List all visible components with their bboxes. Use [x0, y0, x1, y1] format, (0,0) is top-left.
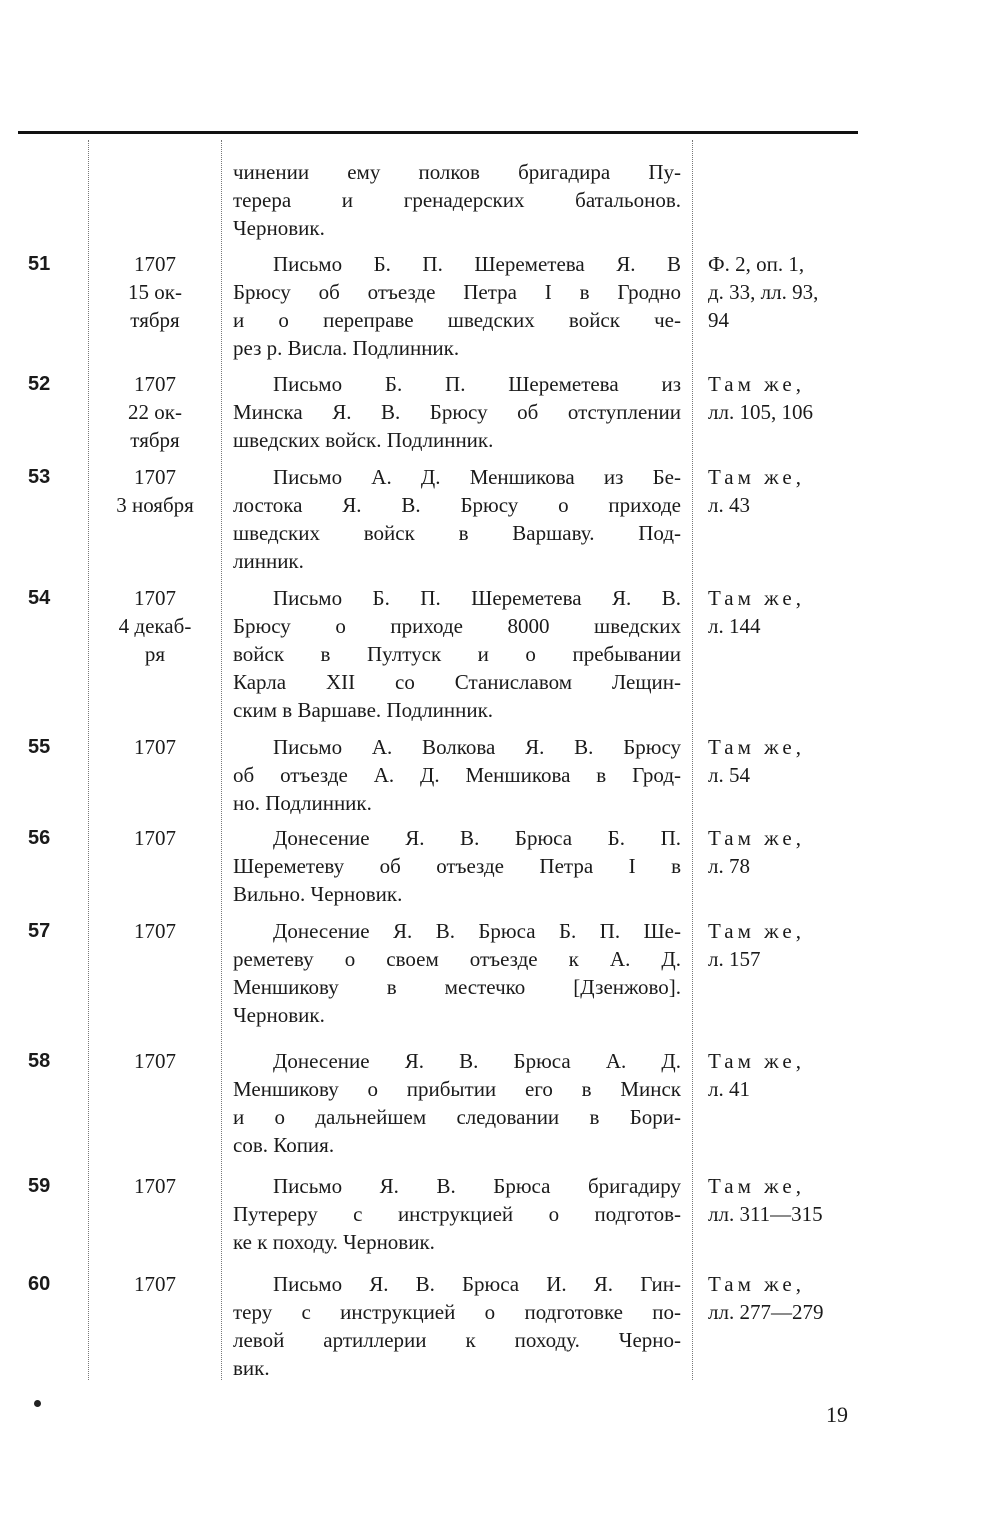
ref-line: лл. 311—315: [708, 1202, 823, 1226]
ref-line: Там же,: [708, 586, 801, 610]
column-divider-2: [221, 140, 223, 1380]
entry-archive-reference: [708, 584, 868, 640]
desc-line: Письмо Б. П. Шереметева из: [273, 372, 681, 396]
entry-date: [92, 917, 218, 945]
desc-line: Брюсу об отъезде Петра I в Гродно: [233, 280, 681, 304]
entry-description: [233, 917, 681, 1029]
entry-archive-reference: [708, 370, 868, 426]
entry-archive-reference: [708, 463, 868, 519]
entry-description: [233, 1172, 681, 1256]
ref-line: лл. 277—279: [708, 1300, 824, 1324]
ref-line: д. 33, лл. 93,: [708, 280, 819, 304]
date-line: 3 ноября: [116, 493, 194, 517]
entry-number: 51: [28, 253, 51, 275]
continuation-description: [233, 158, 681, 242]
desc-line: Письмо Я. В. Брюса И. Я. Гин-: [273, 1272, 681, 1296]
desc-line: линник.: [233, 549, 304, 573]
desc-line: Шереметеву об отъезде Петра I в: [233, 854, 681, 878]
entry-number: 53: [28, 466, 51, 488]
entry-description: [233, 824, 681, 908]
entry-archive-reference: [708, 1172, 868, 1228]
date-line: тября: [130, 428, 180, 452]
desc-line: сов. Копия.: [233, 1133, 335, 1157]
entry-number: 60: [28, 1273, 51, 1295]
entry-number: 52: [28, 373, 51, 395]
desc-line: Донесение Я. В. Брюса Б. П. Ше-: [273, 919, 681, 943]
desc-line: Меншикову о прибытии его в Минск: [233, 1077, 681, 1101]
date-line: 1707: [134, 1174, 176, 1198]
ref-line: л. 41: [708, 1077, 750, 1101]
entry-date: [92, 250, 218, 334]
desc-line: Черновик.: [233, 216, 325, 240]
entry-number: 56: [28, 827, 51, 849]
desc-line: Путереру с инструкцией о подготов-: [233, 1202, 681, 1226]
date-line: 1707: [134, 735, 176, 759]
date-line: 1707: [134, 1049, 176, 1073]
entry-description: [233, 370, 681, 454]
desc-line: ке к походу. Черновик.: [233, 1230, 435, 1254]
entry-date: [92, 1047, 218, 1075]
desc-line: шведских войск в Варшаву. Под-: [233, 521, 681, 545]
ref-line: л. 144: [708, 614, 761, 638]
desc-line: войск в Пултуск и о пребывании: [233, 642, 681, 666]
desc-line: Черновик.: [233, 1003, 325, 1027]
date-line: 1707: [134, 465, 176, 489]
entry-number: 59: [28, 1175, 51, 1197]
desc-line: левой артиллерии к походу. Черно-: [233, 1328, 681, 1352]
date-line: 1707: [134, 252, 176, 276]
desc-line: реметеву о своем отъезде к А. Д.: [233, 947, 681, 971]
ref-line: л. 43: [708, 493, 750, 517]
entry-date: [92, 584, 218, 668]
ref-line: Там же,: [708, 735, 801, 759]
desc-line: Меншикову в местечко [Дзенжово].: [233, 975, 681, 999]
entry-date: [92, 1172, 218, 1200]
entry-date: [92, 370, 218, 454]
entry-date: [92, 733, 218, 761]
column-divider-3: [692, 140, 694, 1380]
ref-line: 94: [708, 308, 729, 332]
ref-line: лл. 105, 106: [708, 400, 813, 424]
date-line: 15 ок-: [128, 280, 182, 304]
desc-line: Письмо А. Волкова Я. В. Брюсу: [273, 735, 681, 759]
desc-line: вик.: [233, 1356, 270, 1380]
entry-description: [233, 1047, 681, 1159]
entry-date: [92, 824, 218, 852]
date-line: 22 ок-: [128, 400, 182, 424]
entry-archive-reference: [708, 733, 868, 789]
ref-line: л. 78: [708, 854, 750, 878]
desc-line: об отъезде А. Д. Меншикова в Грод-: [233, 763, 681, 787]
ref-line: Там же,: [708, 1049, 801, 1073]
desc-line: теру с инструкцией о подготовке по-: [233, 1300, 681, 1324]
desc-line: Карла XII со Станиславом Лещин-: [233, 670, 681, 694]
desc-line: Вильно. Черновик.: [233, 882, 403, 906]
entry-archive-reference: [708, 1047, 868, 1103]
ref-line: Там же,: [708, 826, 801, 850]
entry-date: [92, 1270, 218, 1298]
top-rule: [18, 131, 858, 134]
entry-description: [233, 1270, 681, 1382]
page-number: 19: [826, 1402, 848, 1427]
desc-line: но. Подлинник.: [233, 791, 372, 815]
desc-line: терера и гренадерских батальонов.: [233, 188, 681, 212]
desc-line: шведских войск. Подлинник.: [233, 428, 494, 452]
entry-date: [92, 463, 218, 519]
date-line: ря: [144, 642, 166, 666]
entry-number: 57: [28, 920, 51, 942]
desc-line: Донесение Я. В. Брюса А. Д.: [273, 1049, 681, 1073]
desc-line: ским в Варшаве. Подлинник.: [233, 698, 494, 722]
entry-description: [233, 463, 681, 575]
desc-line: лостока Я. В. Брюсу о приходе: [233, 493, 681, 517]
ref-line: Там же,: [708, 1174, 801, 1198]
entry-archive-reference: [708, 1270, 868, 1326]
date-line: 1707: [134, 826, 176, 850]
entry-description: [233, 733, 681, 817]
desc-line: и о переправе шведских войск че-: [233, 308, 681, 332]
desc-line: и о дальнейшем следовании в Бори-: [233, 1105, 681, 1129]
entry-number: 55: [28, 736, 51, 758]
entry-number: 54: [28, 587, 51, 609]
desc-line: Письмо Б. П. Шереметева Я. В: [273, 252, 681, 276]
desc-line: чинении ему полков бригадира Пу-: [233, 160, 681, 184]
ref-line: Там же,: [708, 465, 801, 489]
print-dot: [34, 1400, 41, 1407]
entry-number: 58: [28, 1050, 51, 1072]
entry-archive-reference: [708, 824, 868, 880]
ref-line: л. 157: [708, 947, 761, 971]
entry-description: [233, 584, 681, 724]
date-line: 1707: [134, 919, 176, 943]
desc-line: Письмо Б. П. Шереметева Я. В.: [273, 586, 681, 610]
ref-line: Там же,: [708, 919, 801, 943]
column-divider-1: [88, 140, 90, 1380]
date-line: 1707: [134, 372, 176, 396]
date-line: 1707: [134, 1272, 176, 1296]
desc-line: Минска Я. В. Брюсу об отступлении: [233, 400, 681, 424]
date-line: 1707: [134, 586, 176, 610]
desc-line: Донесение Я. В. Брюса Б. П.: [273, 826, 681, 850]
ref-line: Там же,: [708, 372, 801, 396]
date-line: 4 декаб-: [118, 614, 192, 638]
desc-line: Письмо А. Д. Меншикова из Бе-: [273, 465, 681, 489]
ref-line: л. 54: [708, 763, 750, 787]
date-line: тября: [130, 308, 180, 332]
desc-line: Письмо Я. В. Брюса бригадиру: [273, 1174, 681, 1198]
entry-description: [233, 250, 681, 362]
entry-archive-reference: [708, 250, 868, 334]
entry-archive-reference: [708, 917, 868, 973]
ref-line: Там же,: [708, 1272, 801, 1296]
ref-line: Ф. 2, оп. 1,: [708, 252, 805, 276]
desc-line: рез р. Висла. Подлинник.: [233, 336, 460, 360]
desc-line: Брюсу о приходе 8000 шведских: [233, 614, 681, 638]
